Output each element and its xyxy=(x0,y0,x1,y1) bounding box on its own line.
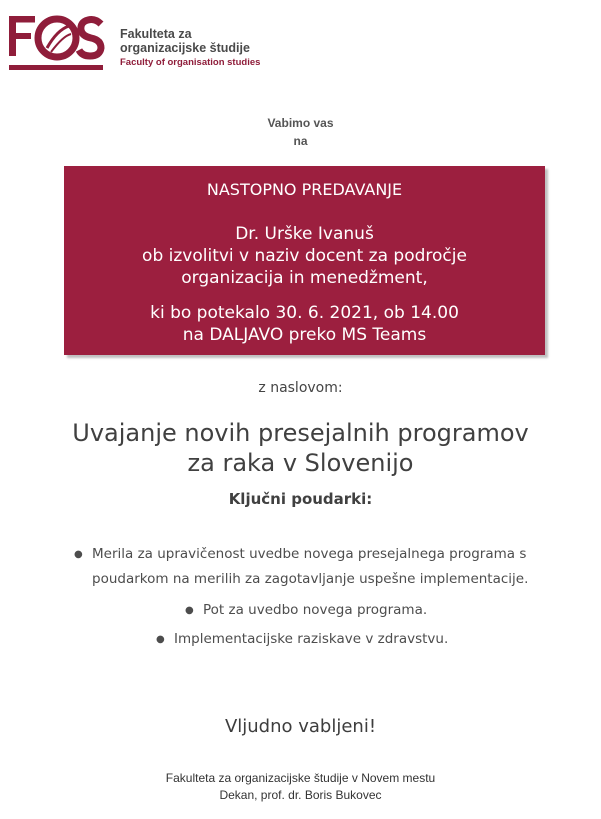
with-title-label: z naslovom: xyxy=(258,380,343,396)
institution-name-line2: organizacijske študije xyxy=(120,41,250,55)
key-points-heading: Ključni poudarki: xyxy=(228,490,373,508)
footer-line1: Fakulteta za organizacijske študije v Novem mestu xyxy=(165,771,436,785)
footer-line2: Dekan, prof. dr. Boris Bukovec xyxy=(219,788,382,802)
bullet-icon: ● xyxy=(74,549,83,560)
list-item-text: Pot za uvedbo novega programa. xyxy=(203,602,428,618)
bullet-icon: ● xyxy=(185,605,194,616)
list-item-text: Implementacijske raziskave v zdravstvu. xyxy=(174,631,449,647)
bullet-icon: ● xyxy=(156,634,165,645)
occasion-line1: ob izvolitvi v naziv docent za področje xyxy=(142,246,467,266)
list-item-text-continued: poudarkom na merilih za zagotavljanje uspešne implementacije. xyxy=(92,571,529,587)
footer xyxy=(0,770,601,804)
institution-name-line1: Fakulteta za xyxy=(120,27,192,41)
list-item-text: Merila za upravičenost uvedbe novega presejalnega programa s xyxy=(92,546,527,562)
lecturer-name: Dr. Urške Ivanuš xyxy=(235,224,374,244)
list-item xyxy=(156,627,448,652)
invitation-line1: Vabimo vas xyxy=(267,116,334,130)
schedule-info xyxy=(64,302,545,346)
occasion-line2: organizacija in menedžment, xyxy=(181,268,428,288)
lecture-title-line1: Uvajanje novih presejalnih programov xyxy=(72,419,529,447)
invitation-line2: na xyxy=(293,134,308,148)
institution-name-english: Faculty of organisation studies xyxy=(120,57,261,68)
date-line: ki bo potekalo 30. 6. 2021, ob 14.00 xyxy=(150,303,459,323)
lecture-title-line2: za raka v Slovenijo xyxy=(187,449,414,477)
lecturer-info xyxy=(64,223,545,289)
invitation-text xyxy=(0,114,601,150)
lecture-title xyxy=(0,418,601,478)
list-item xyxy=(74,542,554,591)
box-title: NASTOPNO PREDAVANJE xyxy=(206,180,403,199)
list-item xyxy=(185,598,427,623)
closing-text: Vljudno vabljeni! xyxy=(224,716,377,737)
fos-logo xyxy=(9,8,113,88)
header xyxy=(9,8,289,88)
lecture-info-box xyxy=(64,166,545,355)
institution-name xyxy=(120,27,260,70)
venue-line: na DALJAVO preko MS Teams xyxy=(182,325,427,345)
